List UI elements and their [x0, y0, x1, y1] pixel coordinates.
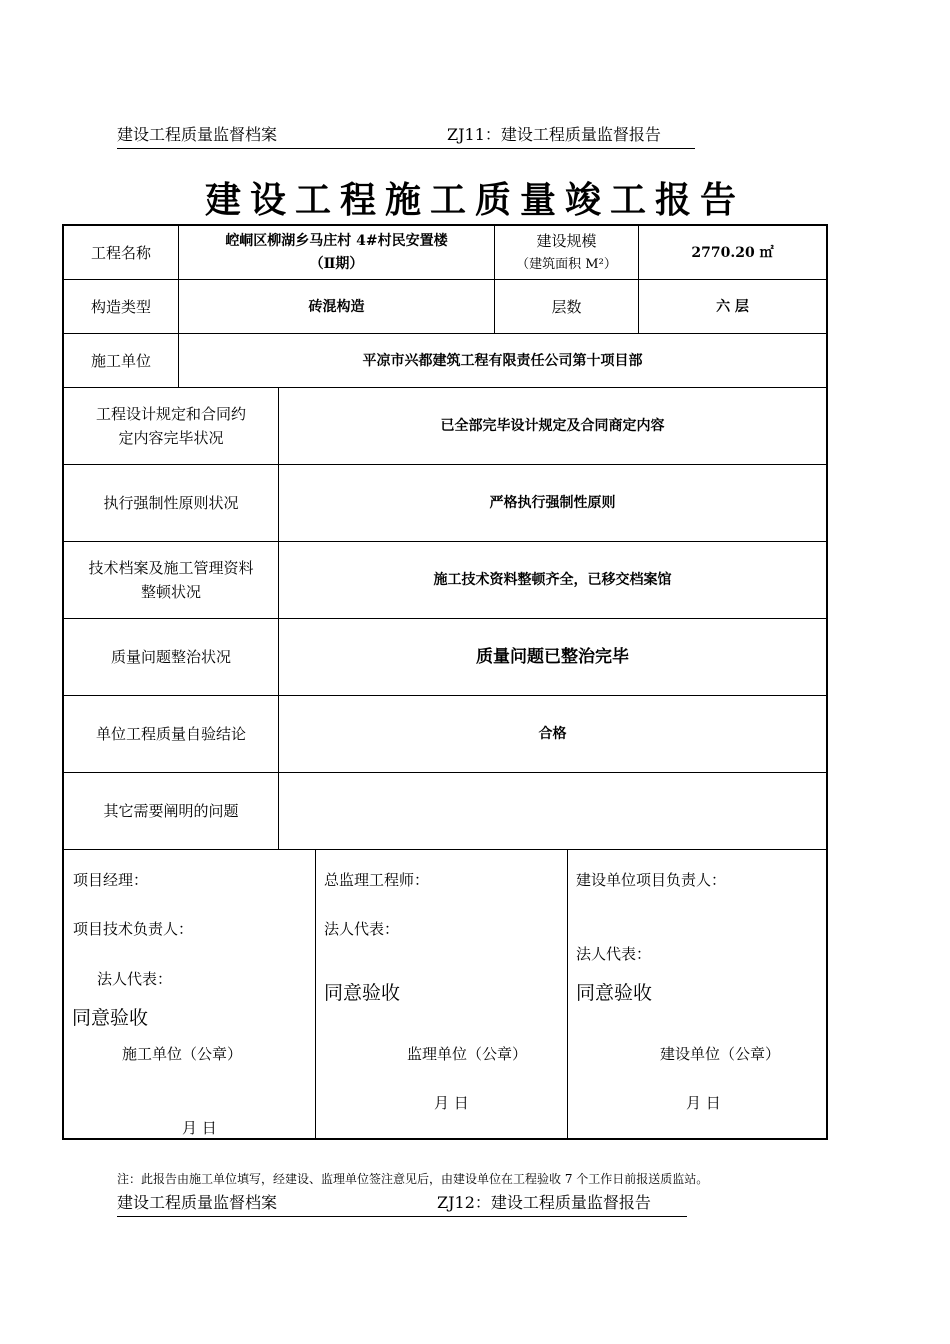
project-name-value: 崆峒区柳湖乡马庄村 4#村民安置楼 （Ⅱ期）: [225, 232, 448, 272]
project-manager-label: 项目经理：: [73, 871, 149, 889]
scale-value: 2770.20 ㎡: [691, 244, 774, 261]
archive-header-bottom-right: ZJ12：建设工程质量监督报告: [437, 1193, 651, 1212]
technical-lead-label: 项目技术负责人：: [73, 920, 194, 938]
design-value: 已全部完毕设计规定及合同商定内容: [440, 418, 665, 434]
other-value: [279, 773, 826, 849]
archive-header-bottom-left: 建设工程质量监督档案: [117, 1193, 278, 1212]
legal-rep-label-1: 法人代表：: [97, 970, 173, 988]
project-name-label: 工程名称: [90, 243, 151, 262]
quality-label: 质量问题整治状况: [110, 648, 231, 666]
archive-value: 施工技术资料整顿齐全，已移交档案馆: [433, 572, 672, 588]
date-1: 月 日: [182, 1119, 217, 1137]
owner-lead-label: 建设单位项目负责人：: [576, 871, 727, 889]
footnote: 注：此报告由施工单位填写，经建设、监理单位签注意见后，由建设单位在工程验收 7 个工作日前报送质监站。: [117, 1172, 709, 1186]
floors-label: 层数: [551, 297, 582, 316]
mandatory-value: 严格执行强制性原则: [489, 495, 616, 511]
owner-seal-label: 建设单位（公章）: [660, 1045, 781, 1063]
structure-label: 构造类型: [90, 297, 151, 316]
structure-value: 砖混构造: [308, 298, 365, 315]
supervisor-seal-label: 监理单位（公章）: [407, 1045, 528, 1063]
other-label: 其它需要阐明的问题: [103, 802, 239, 820]
selfcheck-value: 合格: [538, 726, 567, 742]
scale-label: 建设规模 （建筑面积 M²）: [516, 231, 617, 272]
agree-text-1: 同意验收: [72, 1007, 149, 1029]
mandatory-label: 执行强制性原则状况: [103, 494, 239, 512]
archive-header-top: [117, 124, 695, 149]
legal-rep-label-3: 法人代表：: [576, 945, 652, 963]
contractor-seal-label: 施工单位（公章）: [122, 1045, 243, 1063]
archive-header-right: ZJ11：建设工程质量监督报告: [447, 125, 661, 144]
selfcheck-label: 单位工程质量自验结论: [95, 725, 246, 743]
design-label: 工程设计规定和合同约 定内容完毕状况: [95, 405, 246, 447]
archive-header-bottom: [117, 1192, 687, 1217]
date-3: 月 日: [686, 1094, 721, 1112]
contractor-value: 平凉市兴都建筑工程有限责任公司第十项目部: [362, 352, 643, 369]
agree-text-2: 同意验收: [324, 982, 401, 1004]
archive-label: 技术档案及施工管理资料 整顿状况: [88, 559, 254, 601]
legal-rep-label-2: 法人代表：: [324, 920, 400, 938]
page-title: 建设工程施工质量竣工报告: [204, 179, 745, 221]
quality-value: 质量问题已整治完毕: [476, 647, 629, 667]
archive-header-left: 建设工程质量监督档案: [117, 125, 278, 144]
chief-supervisor-label: 总监理工程师：: [324, 871, 430, 889]
agree-text-3: 同意验收: [576, 982, 653, 1004]
contractor-label: 施工单位: [90, 351, 151, 370]
report-form: [62, 224, 828, 1140]
floors-value: 六 层: [716, 298, 749, 315]
date-2: 月 日: [434, 1094, 469, 1112]
